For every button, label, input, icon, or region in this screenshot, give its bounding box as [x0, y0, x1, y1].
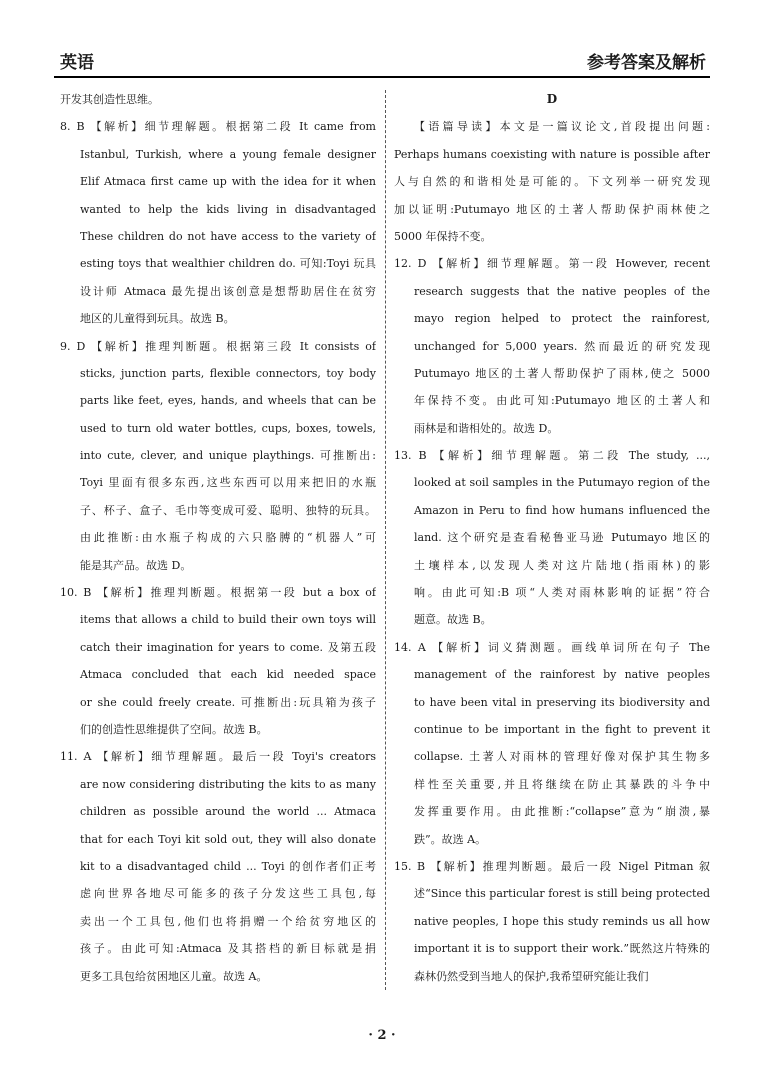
text-line: 【语篇导读】本文是一篇议论文,首段提出问题: [414, 120, 710, 134]
text-line: 11. A 【解析】细节理解题。最后一段 Toyi's creators [60, 750, 376, 764]
text-line: 雨林是和谐相处的。故选 D。 [414, 421, 559, 435]
text-line: 虑向世界各地尽可能多的孩子分发这些工具包,每 [80, 887, 376, 901]
page-number: · 2 · [368, 1028, 396, 1043]
text-line: 响。由此可知:B 项“人类对雨林影响的证据”符合 [414, 586, 710, 600]
page-header [54, 40, 710, 78]
text-line: 跌”。故选 A。 [414, 832, 487, 846]
text-line: 发挥重要作用。由此推断:“collapse”意为“崩溃,暴 [414, 805, 710, 819]
text-line: 子、杯子、盒子、毛巾等变成可爱、聪明、独特的玩具。 [80, 503, 376, 517]
text-line: 森林仍然受到当地人的保护,我希望研究能让我们 [414, 969, 649, 983]
text-line: 设计师 Atmaca 最先提出该创意是想帮助居住在贫穷 [80, 284, 376, 298]
text-line: 土壤样本,以发现人类对这片陆地(指雨林)的影 [414, 558, 710, 572]
text-line: Perhaps humans coexisting with nature is possible after [394, 147, 710, 161]
text-line: 14. A 【解析】词义猜测题。画线单词所在句子 The [394, 640, 710, 654]
text-line: that for each Toyi kit sold out, they will also donate [80, 832, 376, 846]
text-line: 年保持不变。由此可知:Putumayo 地区的土著人和 [414, 394, 710, 408]
text-line: catch their imagination for years to come. 及第五段 [80, 640, 376, 654]
text-line: Atmaca concluded that each kid needed space [80, 668, 376, 682]
section-heading: D [546, 92, 558, 106]
column-divider [385, 90, 386, 990]
text-line: Toyi 里面有很多东西,这些东西可以用来把旧的水瓶 [80, 476, 376, 490]
text-line: management of the rainforest by native peoples [414, 668, 710, 682]
left-column [60, 86, 376, 990]
text-line: wanted to help the kids living in disadvantaged [80, 202, 376, 216]
text-line: items that allows a child to build their own toys will [80, 613, 376, 627]
text-line: collapse. 土著人对雨林的管理好像对保护其生物多 [414, 750, 710, 764]
text-line: 由此推断:由水瓶子构成的六只胳膊的“机器人”可 [80, 531, 376, 545]
subject-label: 英语 [60, 53, 94, 73]
text-line: 人与自然的和谐相处是可能的。下文列举一研究发现 [394, 175, 710, 189]
text-line: 更多工具包给贫困地区儿童。故选 A。 [80, 969, 268, 983]
text-line: used to turn old water bottles, cups, boxes, towels, [80, 421, 376, 435]
text-line: 9. D 【解析】推理判断题。根据第三段 It consists of [60, 339, 376, 353]
text-line: esting toys that wealthier children do. 可知:Toyi 玩具 [80, 257, 376, 271]
text-line: to have been vital in preserving its biodiversity and [414, 695, 710, 709]
text-line: Putumayo 地区的土著人帮助保护了雨林,使之 5000 [414, 366, 710, 380]
right-column [394, 86, 710, 990]
text-line: 加以证明:Putumayo 地区的土著人帮助保护雨林使之 [394, 202, 710, 216]
text-line: These children do not have access to the variety of [80, 229, 376, 243]
text-line: 孩子。由此可知:Atmaca 及其搭档的新目标就是捐 [80, 942, 376, 956]
text-line: into cute, clever, and unique playthings. 可推断出: [80, 449, 376, 463]
text-line: 8. B 【解析】细节理解题。根据第二段 It came from [60, 120, 376, 134]
text-line: land. 这个研究是查看秘鲁亚马逊 Putumayo 地区的 [414, 531, 710, 545]
text-line: parts like feet, eyes, hands, and wheels that can be [80, 394, 376, 408]
section-label: 参考答案及解析 [587, 53, 706, 73]
text-line: mayo region helped to protect the rainforest, [414, 312, 710, 326]
text-line: looked at soil samples in the Putumayo region of the [414, 476, 710, 490]
text-line: important it is to support their work.”既然这片特殊的 [414, 942, 710, 956]
text-line: 开发其创造性思维。 [60, 93, 159, 106]
text-line: continue to be important in the fight to prevent it [414, 722, 710, 736]
text-line: Istanbul, Turkish, where a young female designer [80, 147, 376, 161]
text-line: 5000 年保持不变。 [394, 229, 492, 243]
text-line: 能是其产品。故选 D。 [80, 558, 192, 572]
text-line: children as possible around the world ... Atmaca [80, 805, 376, 819]
text-line: or she could freely create. 可推断出:玩具箱为孩子 [80, 695, 376, 709]
text-line: 们的创造性思维提供了空间。故选 B。 [80, 722, 268, 736]
text-line: native peoples, I hope this study reminds us all how [414, 914, 710, 928]
text-line: 12. D 【解析】细节理解题。第一段 However, recent [394, 257, 710, 271]
text-line: 样性至关重要,并且将继续在防止其暴跌的斗争中 [414, 777, 710, 791]
text-line: sticks, junction parts, flexible connectors, toy body [80, 366, 376, 380]
text-line: Elif Atmaca first came up with the idea for it when [80, 175, 376, 189]
text-line: 15. B 【解析】推理判断题。最后一段 Nigel Pitman 叙 [394, 859, 710, 873]
text-line: 述“Since this particular forest is still being protected [414, 887, 710, 901]
text-line: 卖出一个工具包,他们也将捐赠一个给贫穷地区的 [80, 914, 376, 928]
text-line: are now considering distributing the kits to as many [80, 777, 376, 791]
text-line: kit to a disadvantaged child ... Toyi 的创作者们正考 [80, 859, 376, 873]
text-line: research suggests that the native peoples of the [414, 284, 710, 298]
text-line: Amazon in Peru to find how humans influenced the [414, 503, 710, 517]
text-line: 题意。故选 B。 [414, 613, 492, 627]
text-line: 13. B 【解析】细节理解题。第二段 The study, ..., [394, 449, 710, 463]
text-line: unchanged for 5,000 years. 然而最近的研究发现 [414, 339, 710, 353]
text-line: 10. B 【解析】推理判断题。根据第一段 but a box of [60, 586, 376, 600]
text-line: 地区的儿童得到玩具。故选 B。 [80, 312, 235, 326]
